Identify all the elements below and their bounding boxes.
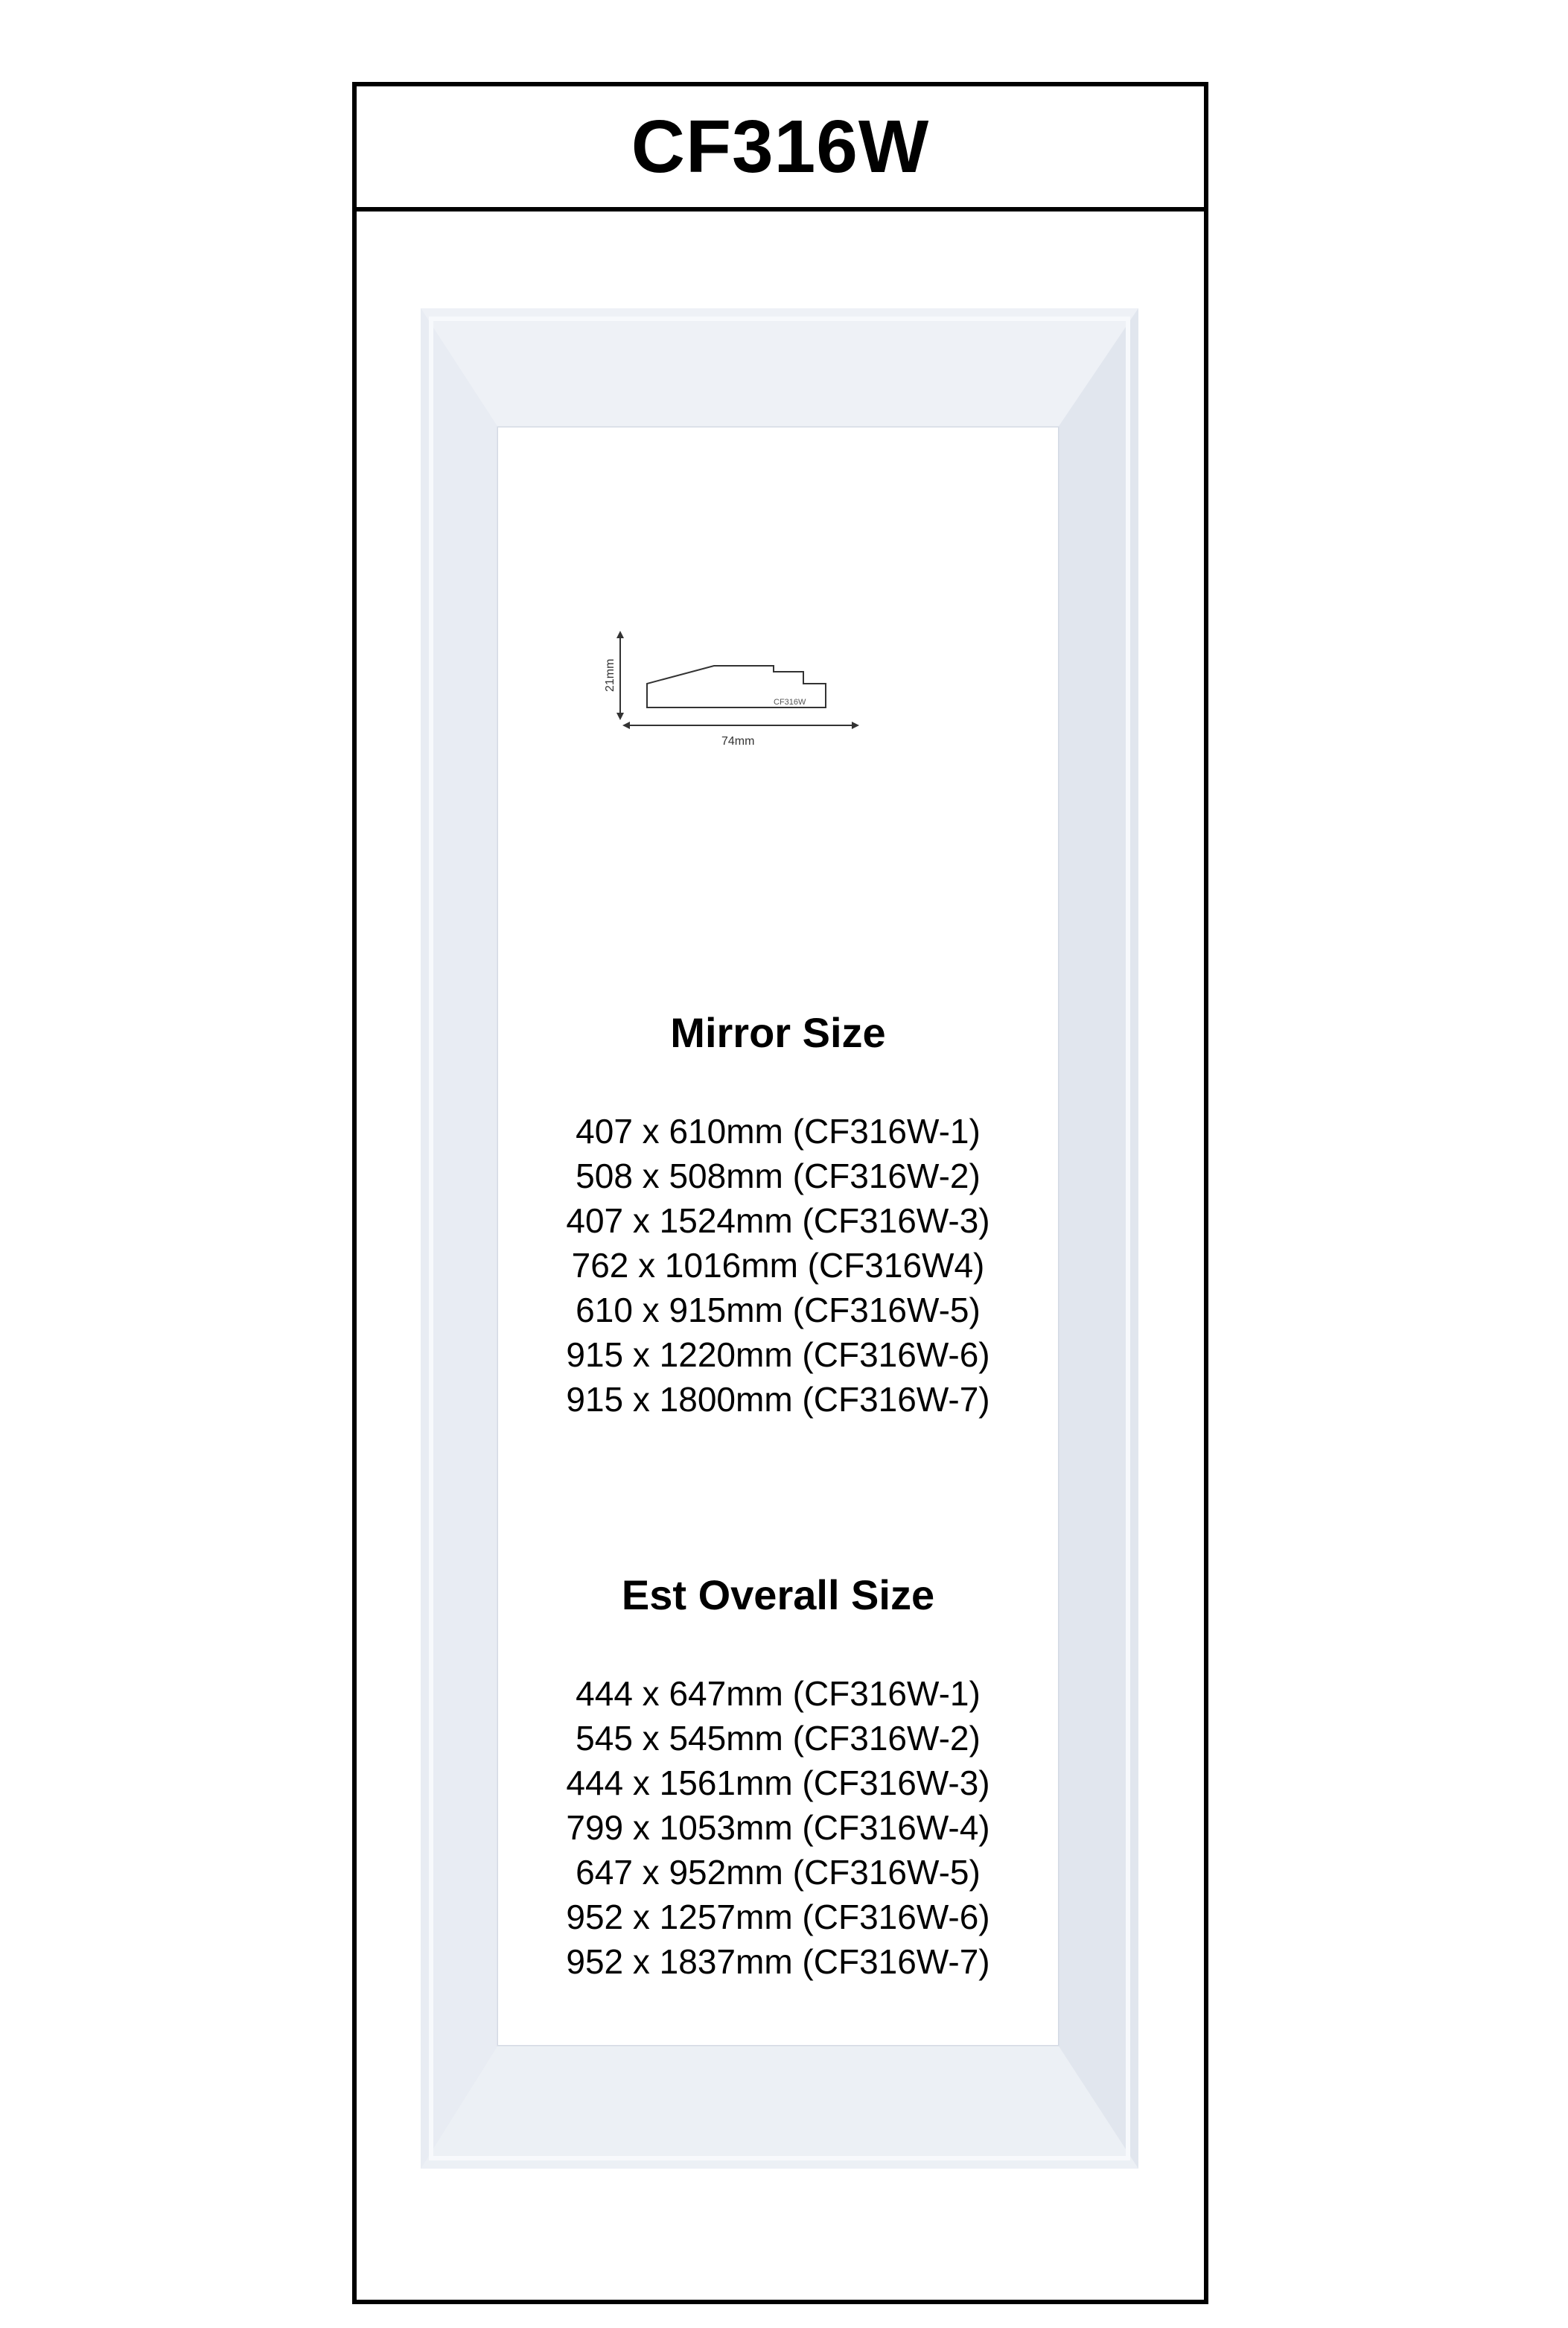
overall-size-item: 799 x 1053mm (CF316W-4) bbox=[566, 1808, 990, 1847]
mirror-size-item: 915 x 1800mm (CF316W-7) bbox=[566, 1380, 990, 1419]
overall-size-item: 952 x 1837mm (CF316W-7) bbox=[566, 1942, 990, 1981]
profile-drawing bbox=[604, 621, 908, 755]
frame-profile-diagram bbox=[604, 621, 908, 755]
mirror-size-item: 407 x 610mm (CF316W-1) bbox=[576, 1112, 981, 1151]
mirror-size-list bbox=[498, 1109, 1058, 1422]
profile-height-label: 21mm bbox=[604, 658, 616, 692]
overall-size-item: 647 x 952mm (CF316W-5) bbox=[576, 1853, 981, 1892]
mirror-size-heading: Mirror Size bbox=[670, 1009, 886, 1056]
profile-code-label: CF316W bbox=[774, 698, 806, 707]
mirror-size-item: 915 x 1220mm (CF316W-6) bbox=[566, 1335, 990, 1374]
mirror-panel bbox=[498, 427, 1058, 2045]
mirror-frame-illustration bbox=[421, 308, 1138, 2169]
title-bar bbox=[357, 86, 1204, 212]
mirror-size-item: 407 x 1524mm (CF316W-3) bbox=[566, 1201, 990, 1240]
mirror-size-section bbox=[498, 1009, 1058, 1422]
mirror-size-item: 762 x 1016mm (CF316W4) bbox=[571, 1246, 985, 1285]
overall-size-item: 545 x 545mm (CF316W-2) bbox=[576, 1719, 981, 1758]
overall-size-list bbox=[498, 1671, 1058, 1984]
overall-size-item: 444 x 1561mm (CF316W-3) bbox=[566, 1764, 990, 1802]
product-code-title: CF316W bbox=[631, 105, 930, 188]
overall-size-section bbox=[498, 1571, 1058, 1984]
mirror-size-item: 508 x 508mm (CF316W-2) bbox=[576, 1157, 981, 1195]
mirror-size-item: 610 x 915mm (CF316W-5) bbox=[576, 1291, 981, 1329]
overall-size-item: 952 x 1257mm (CF316W-6) bbox=[566, 1898, 990, 1936]
overall-size-item: 444 x 647mm (CF316W-1) bbox=[576, 1674, 981, 1713]
profile-width-label: 74mm bbox=[721, 735, 755, 748]
frame-top-bevel bbox=[421, 308, 1138, 427]
frame-bottom-bevel bbox=[421, 2045, 1138, 2169]
overall-size-heading: Est Overall Size bbox=[621, 1571, 935, 1618]
